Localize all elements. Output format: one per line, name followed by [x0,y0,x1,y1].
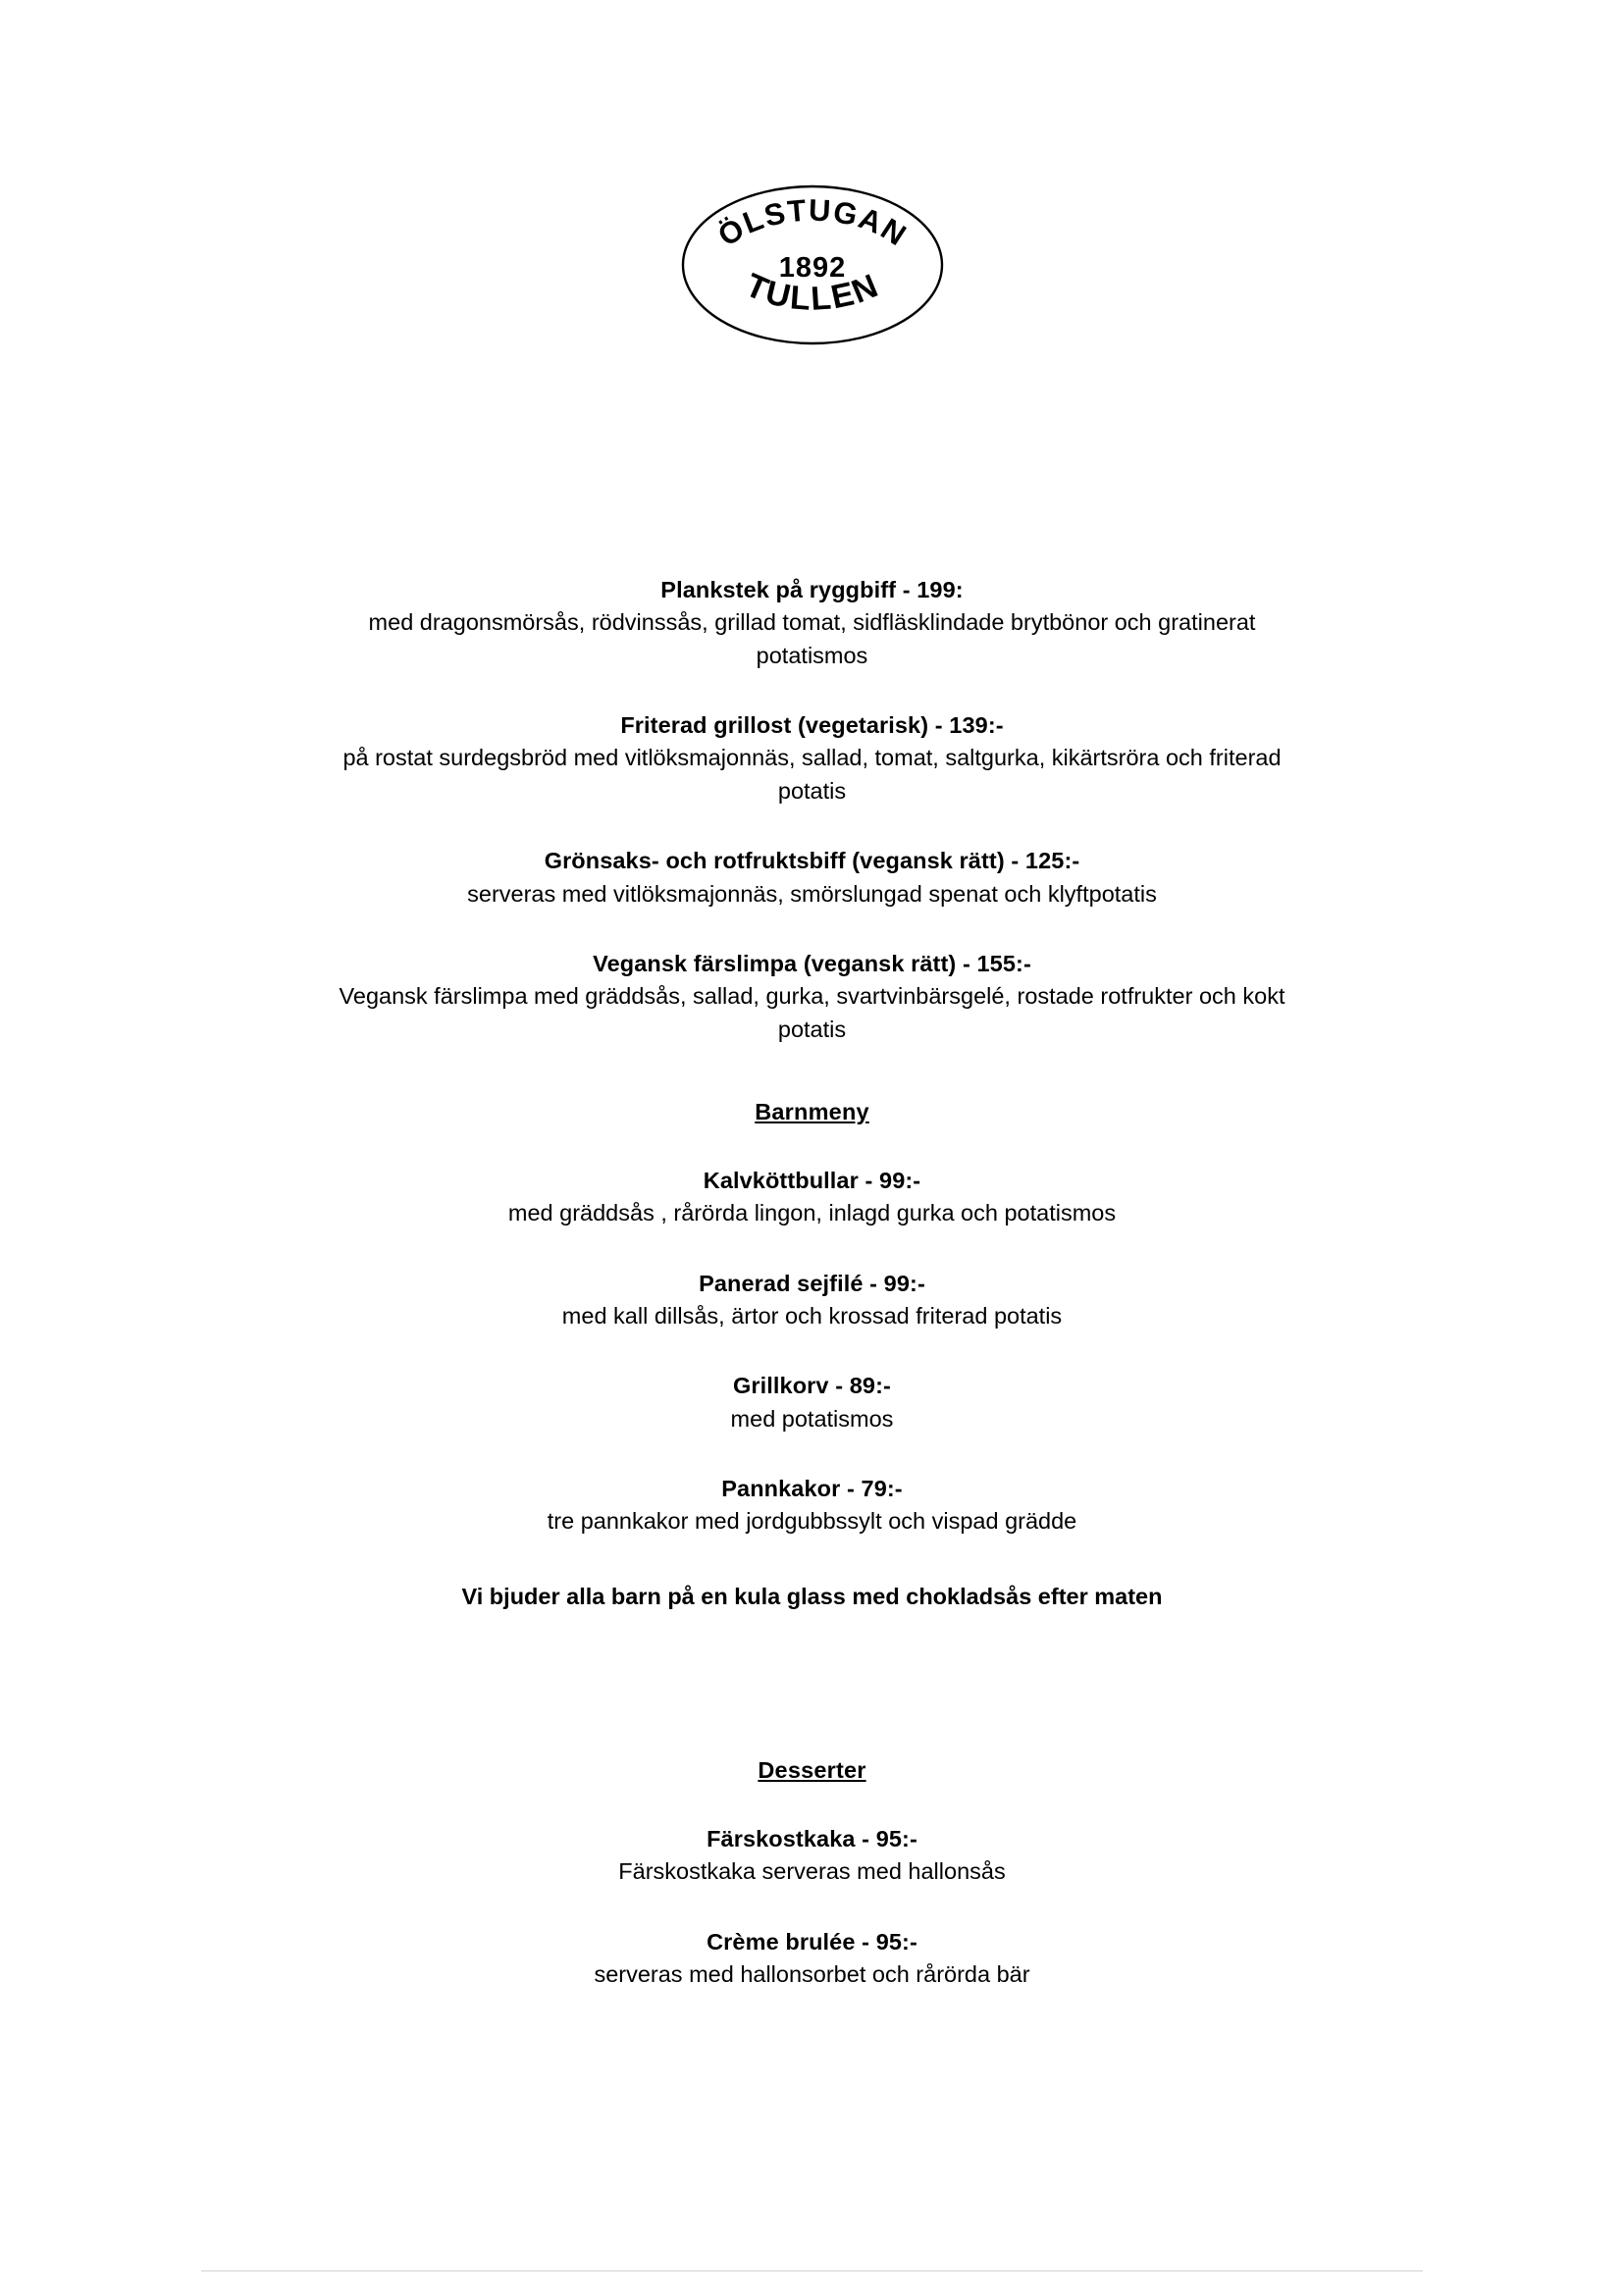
menu-item [0,948,1624,1046]
menu-item [0,1926,1624,1992]
menu-item-description: med potatismos [730,1405,894,1432]
menu-item [0,574,1624,672]
footer-divider [201,2270,1423,2271]
menu-item-title: Färskostkaka - 95:- [707,1825,917,1852]
menu-item [0,709,1624,808]
menu-item-title: Plankstek på ryggbiff - 199: [660,577,964,602]
menu-item-description: Vegansk färslimpa med gräddsås, sallad, gurka, svartvinbärsgelé, rostade rotfrukter och kokt potatis [339,983,1285,1042]
menu-item [0,1823,1624,1889]
svg-text:ÖLSTUGAN: ÖLSTUGAN [710,192,914,253]
menu-item-description: med dragonsmörsås, rödvinssås, grillad tomat, sidfläsklindade brytbönor och gratinerat potatismos [368,609,1256,668]
menu-item-description: med gräddsås , rårörda lingon, inlagd gurka och potatismos [507,1200,1117,1226]
menu-item-title: Friterad grillost (vegetarisk) - 139:- [620,712,1004,739]
restaurant-logo [670,167,955,363]
menu-item-title: Crème brulée - 95:- [707,1928,917,1955]
section-heading-kids: Barnmeny [755,1098,869,1124]
menu-item [0,845,1624,911]
menu-item-description: på rostat surdegsbröd med vitlöksmajonnäs, sallad, tomat, saltgurka, kikärtsröra och friterad potatis [342,745,1282,804]
logo-container [0,0,1624,363]
menu-item-title: Kalvköttbullar - 99:- [703,1167,921,1193]
menu-item-description: serveras med hallonsorbet och rårörda bär [594,1960,1030,1987]
menu-item-title: Grönsaks- och rotfruktsbiff (vegansk rätt) - 125:- [544,848,1080,874]
menu-content [0,363,1624,1991]
menu-item [0,1370,1624,1435]
menu-item-description: Färskostkaka serveras med hallonsås [618,1858,1006,1885]
menu-item [0,1473,1624,1539]
menu-item-description: serveras med vitlöksmajonnäs, smörslungad spenat och klyftpotatis [467,880,1157,907]
menu-item-description: tre pannkakor med jordgubbssylt och vispad grädde [547,1508,1077,1535]
menu-item [0,1165,1624,1230]
kids-icecream-note: Vi bjuder alla barn på en kula glass med chokladsås efter maten [461,1583,1163,1609]
svg-text:1892: 1892 [778,252,846,284]
menu-item-description: med kall dillsås, ärtor och krossad friterad potatis [561,1303,1063,1330]
svg-text:TULLEN: TULLEN [739,266,885,318]
menu-item-title: Pannkakor - 79:- [721,1476,903,1502]
section-heading-desserts: Desserter [758,1756,866,1783]
menu-item [0,1268,1624,1333]
menu-item-title: Panerad sejfilé - 99:- [699,1270,925,1296]
menu-item-title: Grillkorv - 89:- [733,1373,891,1399]
menu-item-title: Vegansk färslimpa (vegansk rätt) - 155:- [593,950,1031,976]
